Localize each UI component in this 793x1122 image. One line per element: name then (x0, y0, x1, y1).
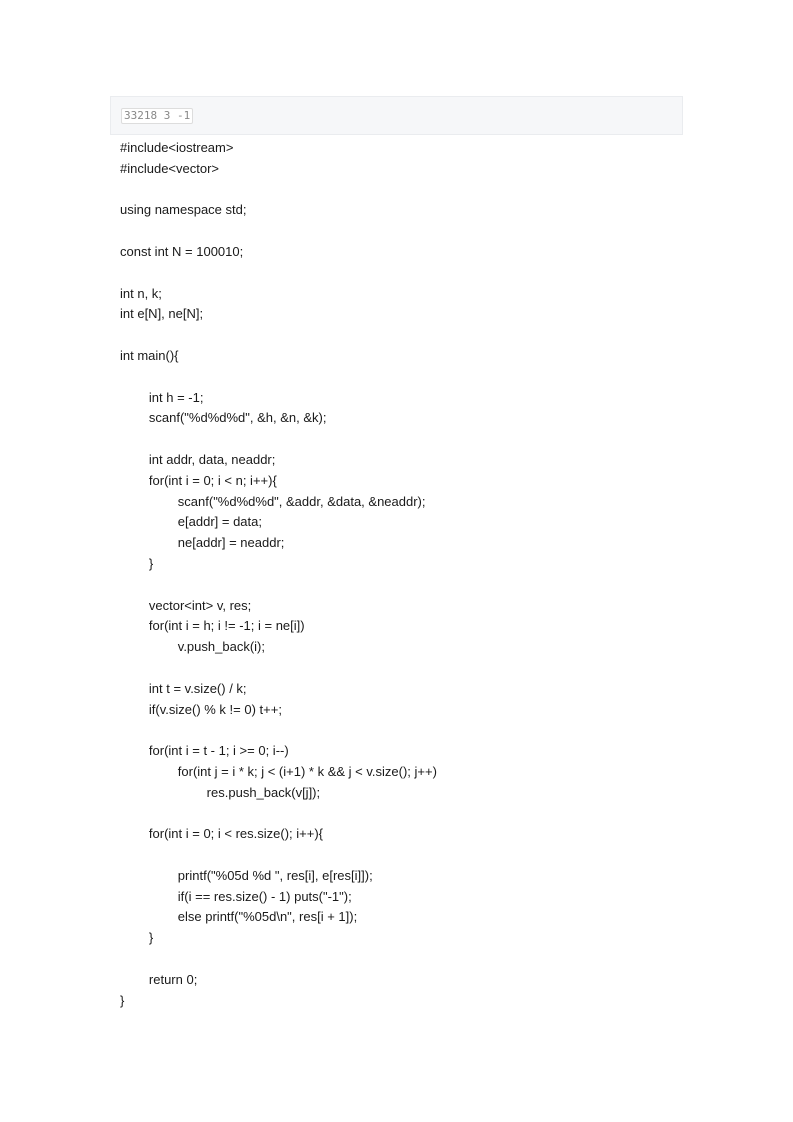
code-line: for(int i = h; i != -1; i = ne[i]) (120, 618, 305, 634)
code-line: scanf("%d%d%d", &addr, &data, &neaddr); (120, 493, 426, 509)
code-line: for(int i = 0; i < n; i++){ (120, 472, 277, 488)
code-line: scanf("%d%d%d", &h, &n, &k); (120, 410, 327, 426)
code-line (120, 263, 437, 284)
code-line: #include<iostream> (120, 140, 234, 155)
code-line: for(int i = t - 1; i >= 0; i--) (120, 743, 289, 759)
input-example-block (110, 96, 683, 135)
code-line: int main(){ (120, 347, 179, 363)
code-line: e[addr] = data; (120, 514, 262, 530)
code-line (120, 367, 437, 388)
code-line: else printf("%05d\n", res[i + 1]); (120, 909, 358, 925)
code-line: int t = v.size() / k; (120, 680, 247, 696)
code-line (120, 658, 437, 679)
code-line (120, 325, 437, 346)
code-line (120, 221, 437, 242)
code-line: } (120, 992, 125, 1008)
code-line: int addr, data, neaddr; (120, 451, 276, 467)
input-example-text: 33218 3 -1 (121, 108, 193, 124)
code-line: ne[addr] = neaddr; (120, 535, 285, 551)
code-line: const int N = 100010; (120, 243, 244, 259)
code-line: return 0; (120, 971, 198, 987)
code-line (120, 429, 437, 450)
code-line: printf("%05d %d ", res[i], e[res[i]]); (120, 867, 373, 883)
code-line: int n, k; (120, 285, 162, 301)
code-line: for(int i = 0; i < res.size(); i++){ (120, 826, 324, 842)
code-line: for(int j = i * k; j < (i+1) * k && j < v.size(); j++) (120, 763, 437, 779)
code-line (120, 949, 437, 970)
code-line (120, 720, 437, 741)
code-line (120, 804, 437, 825)
code-line: using namespace std; (120, 202, 247, 218)
code-line: if(v.size() % k != 0) t++; (120, 701, 282, 717)
code-line (120, 575, 437, 596)
code-line: int h = -1; (120, 389, 204, 405)
code-line: if(i == res.size() - 1) puts("-1"); (120, 888, 352, 904)
code-line: } (120, 555, 154, 571)
code-line: v.push_back(i); (120, 639, 265, 655)
code-line: } (120, 930, 154, 946)
source-code-block (120, 138, 437, 1011)
code-line (120, 180, 437, 201)
code-line: res.push_back(v[j]); (120, 784, 321, 800)
code-line: vector<int> v, res; (120, 597, 252, 613)
code-line: #include<vector> (120, 160, 220, 176)
code-line (120, 845, 437, 866)
code-line: int e[N], ne[N]; (120, 306, 204, 322)
